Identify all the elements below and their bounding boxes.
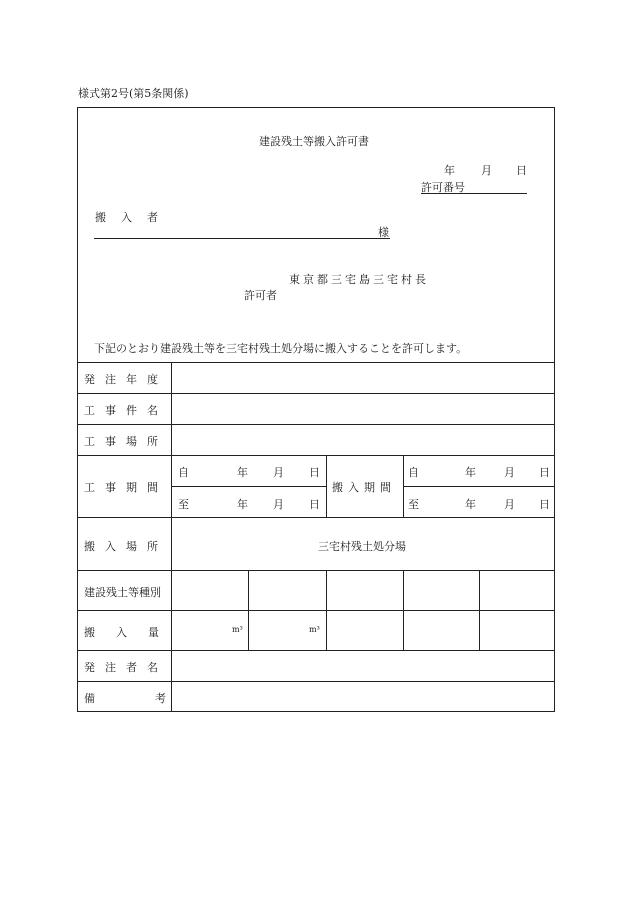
- row-line: [171, 486, 326, 487]
- period-from: 自: [178, 466, 189, 479]
- row-line: [77, 650, 555, 651]
- licensor-label: 許可者: [244, 289, 277, 302]
- form-id: 様式第2号(第5条関係): [78, 87, 189, 100]
- label-remarks-2: 考: [155, 692, 166, 705]
- row-line: [77, 681, 555, 682]
- carry-period-to: 至: [408, 498, 419, 511]
- label-work-name: 工事件名: [84, 404, 168, 417]
- form-title: 建設残土等搬入許可書: [259, 135, 369, 148]
- label-soil-type: 建設残土等種別: [84, 586, 161, 599]
- cell-divider: [403, 570, 404, 650]
- row-line: [77, 517, 555, 518]
- period-day: 日: [309, 498, 320, 511]
- label-remarks-1: 備: [84, 692, 95, 705]
- period-day: 日: [309, 466, 320, 479]
- label-carry-in-period: 搬入期間: [332, 481, 396, 494]
- label-quantity: 搬 入 量: [84, 626, 164, 639]
- cell-divider: [248, 570, 249, 650]
- date-day: 日: [516, 164, 527, 177]
- authority-name: 東京都三宅島三宅村長: [289, 273, 429, 286]
- carry-in-place-value: 三宅村残土処分場: [318, 540, 406, 553]
- carry-period-year: 年: [465, 466, 476, 479]
- carrier-underline: [94, 238, 390, 239]
- table-top-line: [77, 362, 555, 363]
- row-line: [77, 424, 555, 425]
- row-line: [77, 455, 555, 456]
- label-work-place: 工事場所: [84, 435, 168, 448]
- permit-statement: 下記のとおり建設残土等を三宅村残土処分場に搬入することを許可します。: [94, 342, 468, 355]
- honorific: 様: [378, 226, 389, 239]
- carry-period-day: 日: [539, 466, 550, 479]
- carry-period-month: 月: [504, 498, 515, 511]
- period-divider: [403, 455, 404, 517]
- label-orderer: 発注者名: [84, 661, 168, 674]
- permit-number-underline: [421, 193, 527, 194]
- permit-number-label: 許可番号: [421, 181, 465, 194]
- row-line: [77, 393, 555, 394]
- period-month: 月: [273, 466, 284, 479]
- unit-cubic-meter: m³: [232, 625, 243, 634]
- period-to: 至: [178, 498, 189, 511]
- date-month: 月: [481, 164, 492, 177]
- carry-period-month: 月: [504, 466, 515, 479]
- period-divider: [326, 455, 327, 517]
- row-line: [77, 610, 555, 611]
- label-column-line: [171, 362, 172, 712]
- row-line: [77, 570, 555, 571]
- cell-divider: [326, 570, 327, 650]
- carry-period-year: 年: [465, 498, 476, 511]
- period-year: 年: [237, 466, 248, 479]
- row-line: [403, 486, 555, 487]
- carrier-label: 搬 入 者: [95, 211, 160, 224]
- label-work-period: 工事期間: [84, 481, 168, 494]
- carry-period-day: 日: [539, 498, 550, 511]
- label-carry-in-place: 搬入場所: [84, 540, 168, 553]
- period-year: 年: [237, 498, 248, 511]
- date-year: 年: [444, 164, 455, 177]
- cell-divider: [479, 570, 480, 650]
- carry-period-from: 自: [408, 466, 419, 479]
- unit-cubic-meter: m³: [309, 625, 320, 634]
- label-order-year: 発注年度: [84, 373, 168, 386]
- period-month: 月: [273, 498, 284, 511]
